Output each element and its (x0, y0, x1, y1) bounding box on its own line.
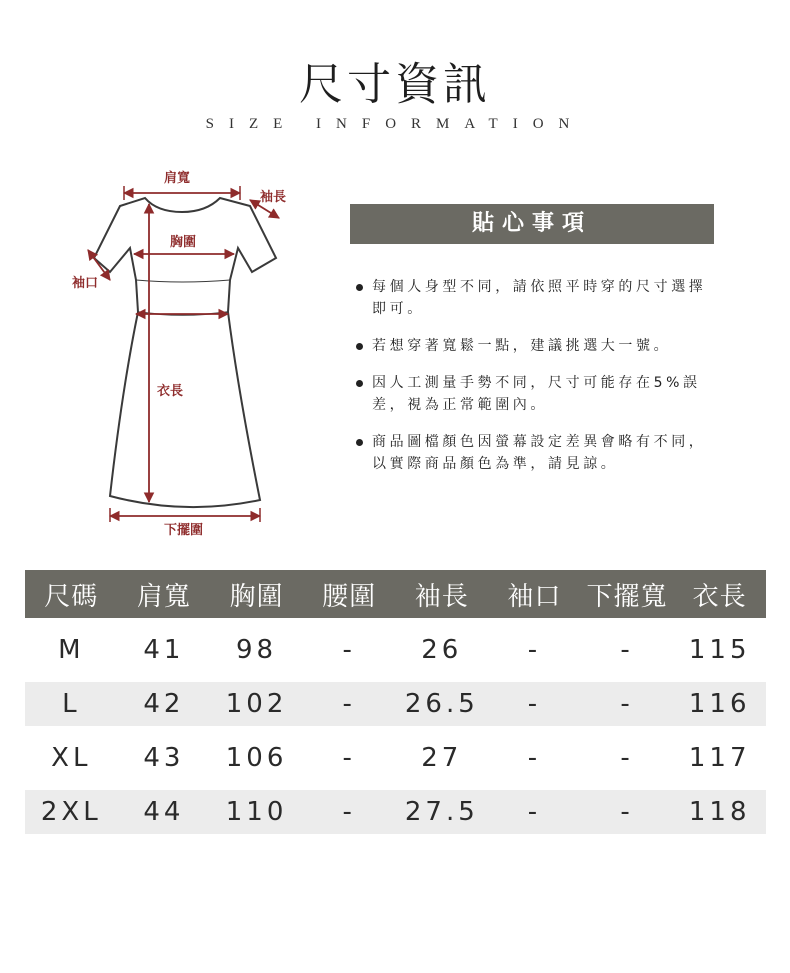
table-header-row (25, 570, 766, 618)
label-cuff: 袖口 (72, 276, 99, 291)
tips-title: 貼心事項 (350, 204, 714, 244)
page-subtitle: SIZE INFORMATION (205, 116, 585, 132)
table-cell: - (527, 743, 542, 773)
table-cell: 115 (688, 635, 751, 665)
table-cell: 27.5 (396, 790, 489, 834)
dress-measurement-diagram (60, 160, 310, 550)
table-cell: 116 (673, 682, 766, 726)
table-cell: - (342, 635, 356, 665)
table-cell: 106 (225, 743, 288, 773)
table-cell: - (620, 743, 634, 773)
table-cell: 26.5 (396, 682, 489, 726)
table-cell: 117 (688, 743, 751, 773)
header-chest: 胸圍 (210, 570, 303, 618)
header-length: 衣長 (673, 570, 766, 618)
table-cell: - (488, 790, 581, 834)
table-cell: - (303, 790, 396, 834)
tip-text: 商品圖檔顏色因螢幕設定差異會略有不同，以實際商品顏色為準，請見諒。 (372, 434, 707, 472)
table-row (25, 790, 766, 834)
tip-item (356, 276, 716, 320)
table-cell: 42 (118, 682, 211, 726)
label-shoulder: 肩寬 (164, 171, 191, 186)
tip-text: 每個人身型不同，請依照平時穿的尺寸選擇即可。 (372, 279, 707, 317)
header-cuff: 袖口 (488, 570, 581, 618)
bullet-icon (356, 343, 363, 350)
tip-item (356, 372, 716, 416)
tip-item (356, 335, 716, 357)
table-cell: - (620, 635, 634, 665)
bullet-icon (356, 380, 363, 387)
bullet-icon (356, 439, 363, 446)
table-cell: - (342, 743, 356, 773)
label-length: 衣長 (157, 384, 184, 399)
table-cell: - (581, 682, 674, 726)
table-cell: L (25, 682, 118, 726)
table-cell: 26 (421, 635, 463, 665)
header-waist: 腰圍 (303, 570, 396, 618)
table-cell: 118 (673, 790, 766, 834)
table-cell: - (581, 790, 674, 834)
table-cell: 41 (143, 635, 185, 665)
table-cell: 43 (143, 743, 185, 773)
label-sleeve-length: 袖長 (260, 190, 287, 205)
table-cell: 102 (210, 682, 303, 726)
tip-text: 因人工測量手勢不同，尺寸可能存在5%誤差，視為正常範圍內。 (372, 375, 701, 413)
page-title: 尺寸資訊 (299, 59, 491, 110)
size-table (25, 570, 766, 834)
table-cell: - (303, 682, 396, 726)
header-size: 尺碼 (25, 570, 118, 618)
table-cell: M (58, 635, 85, 665)
bullet-icon (356, 284, 363, 291)
table-cell: - (527, 635, 542, 665)
table-cell: 44 (118, 790, 211, 834)
table-cell: 27 (421, 743, 463, 773)
table-cell: 110 (210, 790, 303, 834)
header-shoulder: 肩寬 (118, 570, 211, 618)
table-cell: 98 (236, 635, 278, 665)
table-cell: 2XL (25, 790, 118, 834)
tip-item (356, 431, 716, 475)
header-sleeve-length: 袖長 (396, 570, 489, 618)
table-row (25, 736, 766, 780)
table-row (25, 628, 766, 672)
label-chest: 胸圍 (170, 235, 197, 250)
header-hem-width: 下擺寬 (581, 570, 674, 618)
label-hem: 下擺圍 (164, 523, 204, 538)
table-cell: - (488, 682, 581, 726)
tips-list (356, 276, 716, 490)
tip-text: 若想穿著寬鬆一點，建議挑選大一號。 (372, 338, 672, 354)
table-cell: XL (51, 743, 92, 773)
table-row (25, 682, 766, 726)
